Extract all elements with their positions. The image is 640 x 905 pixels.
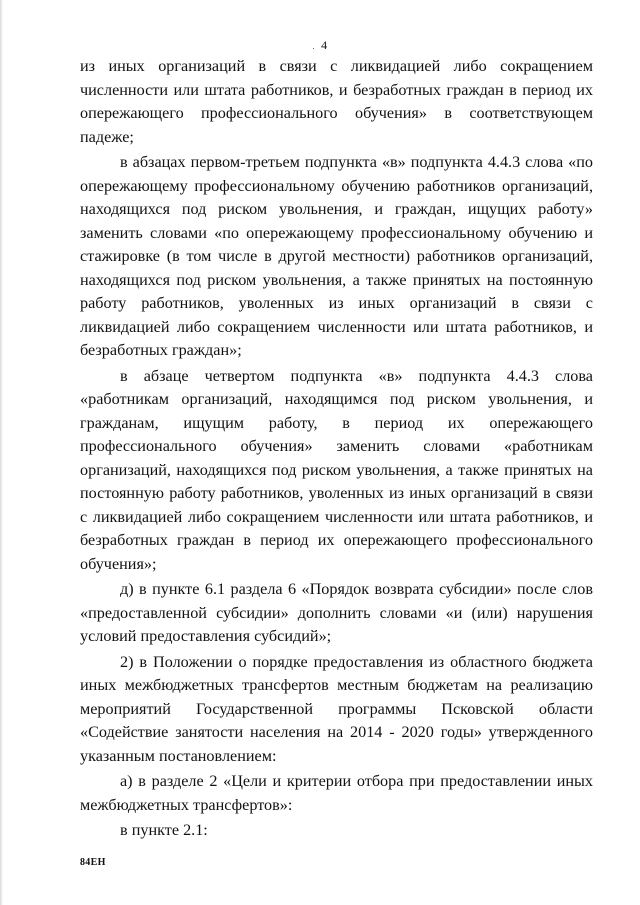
scan-edge [0, 0, 3, 905]
paragraph-amend-subpoint-4-4-3-first: в абзацах первом-третьем подпункта «в» подпункта 4.4.3 слова «по опережающему профессиональному обучению работников организаций, находящихся под риском увольнения, и граждан, ищущих работу» заменить словами «по опережающему профессиональному обучению и стажировке (в том числе в другой местности) работников организаций, находящихся под риском увольнения, а также принятых на постоянную работу работников, уволенных из иных организаций в связи с ликвидацией либо сокращением численности или штата работников, и безработных граждан»; [80, 153, 593, 359]
scan-mark: . [312, 41, 316, 51]
paragraph-section-2: а) в разделе 2 «Цели и критерии отбора при предоставлении иных межбюджетных трансфертов»: [80, 772, 593, 814]
footer-code: 84ЕН [80, 857, 106, 868]
page-number [0, 38, 640, 53]
paragraph-amend-subpoint-4-4-3-fourth: в абзаце четвертом подпункта «в» подпункта 4.4.3 слова «работникам организаций, находящимся под риском увольнения, и гражданам, ищущим работу, в период их опережающего профессионального обучения» заменить словами «работникам организаций, находящихся под риском увольнения, а также принятых на постоянную работу работников, уволенных из иных организаций в связи с ликвидацией либо сокращением численности или штата работников, и безработных граждан в период их опережающего профессионального обучения»; [80, 366, 593, 573]
page-number-text: 4 [321, 38, 328, 52]
document-body [80, 55, 593, 843]
paragraph-point-6-1: д) в пункте 6.1 раздела 6 «Порядок возврата субсидии» после слов «предоставленной субсидии» дополнить словами «и (или) нарушения условий предоставления субсидий»; [80, 580, 593, 645]
paragraph-point-2-1: в пункте 2.1: [120, 821, 208, 839]
paragraph-regulation-2: 2) в Положении о порядке предоставления из областного бюджета иных межбюджетных трансфертов местным бюджетам на реализацию мероприятий Государственной программы Псковской области «Содействие занятости населения на 2014 - 2020 годы» утвержденного указанным постановлением: [80, 652, 593, 765]
paragraph-continuation: из иных организаций в связи с ликвидацией либо сокращением численности или штата работников, и безработных граждан в период их опережающего профессионального обучения» в соответствующем падеже; [80, 57, 593, 146]
